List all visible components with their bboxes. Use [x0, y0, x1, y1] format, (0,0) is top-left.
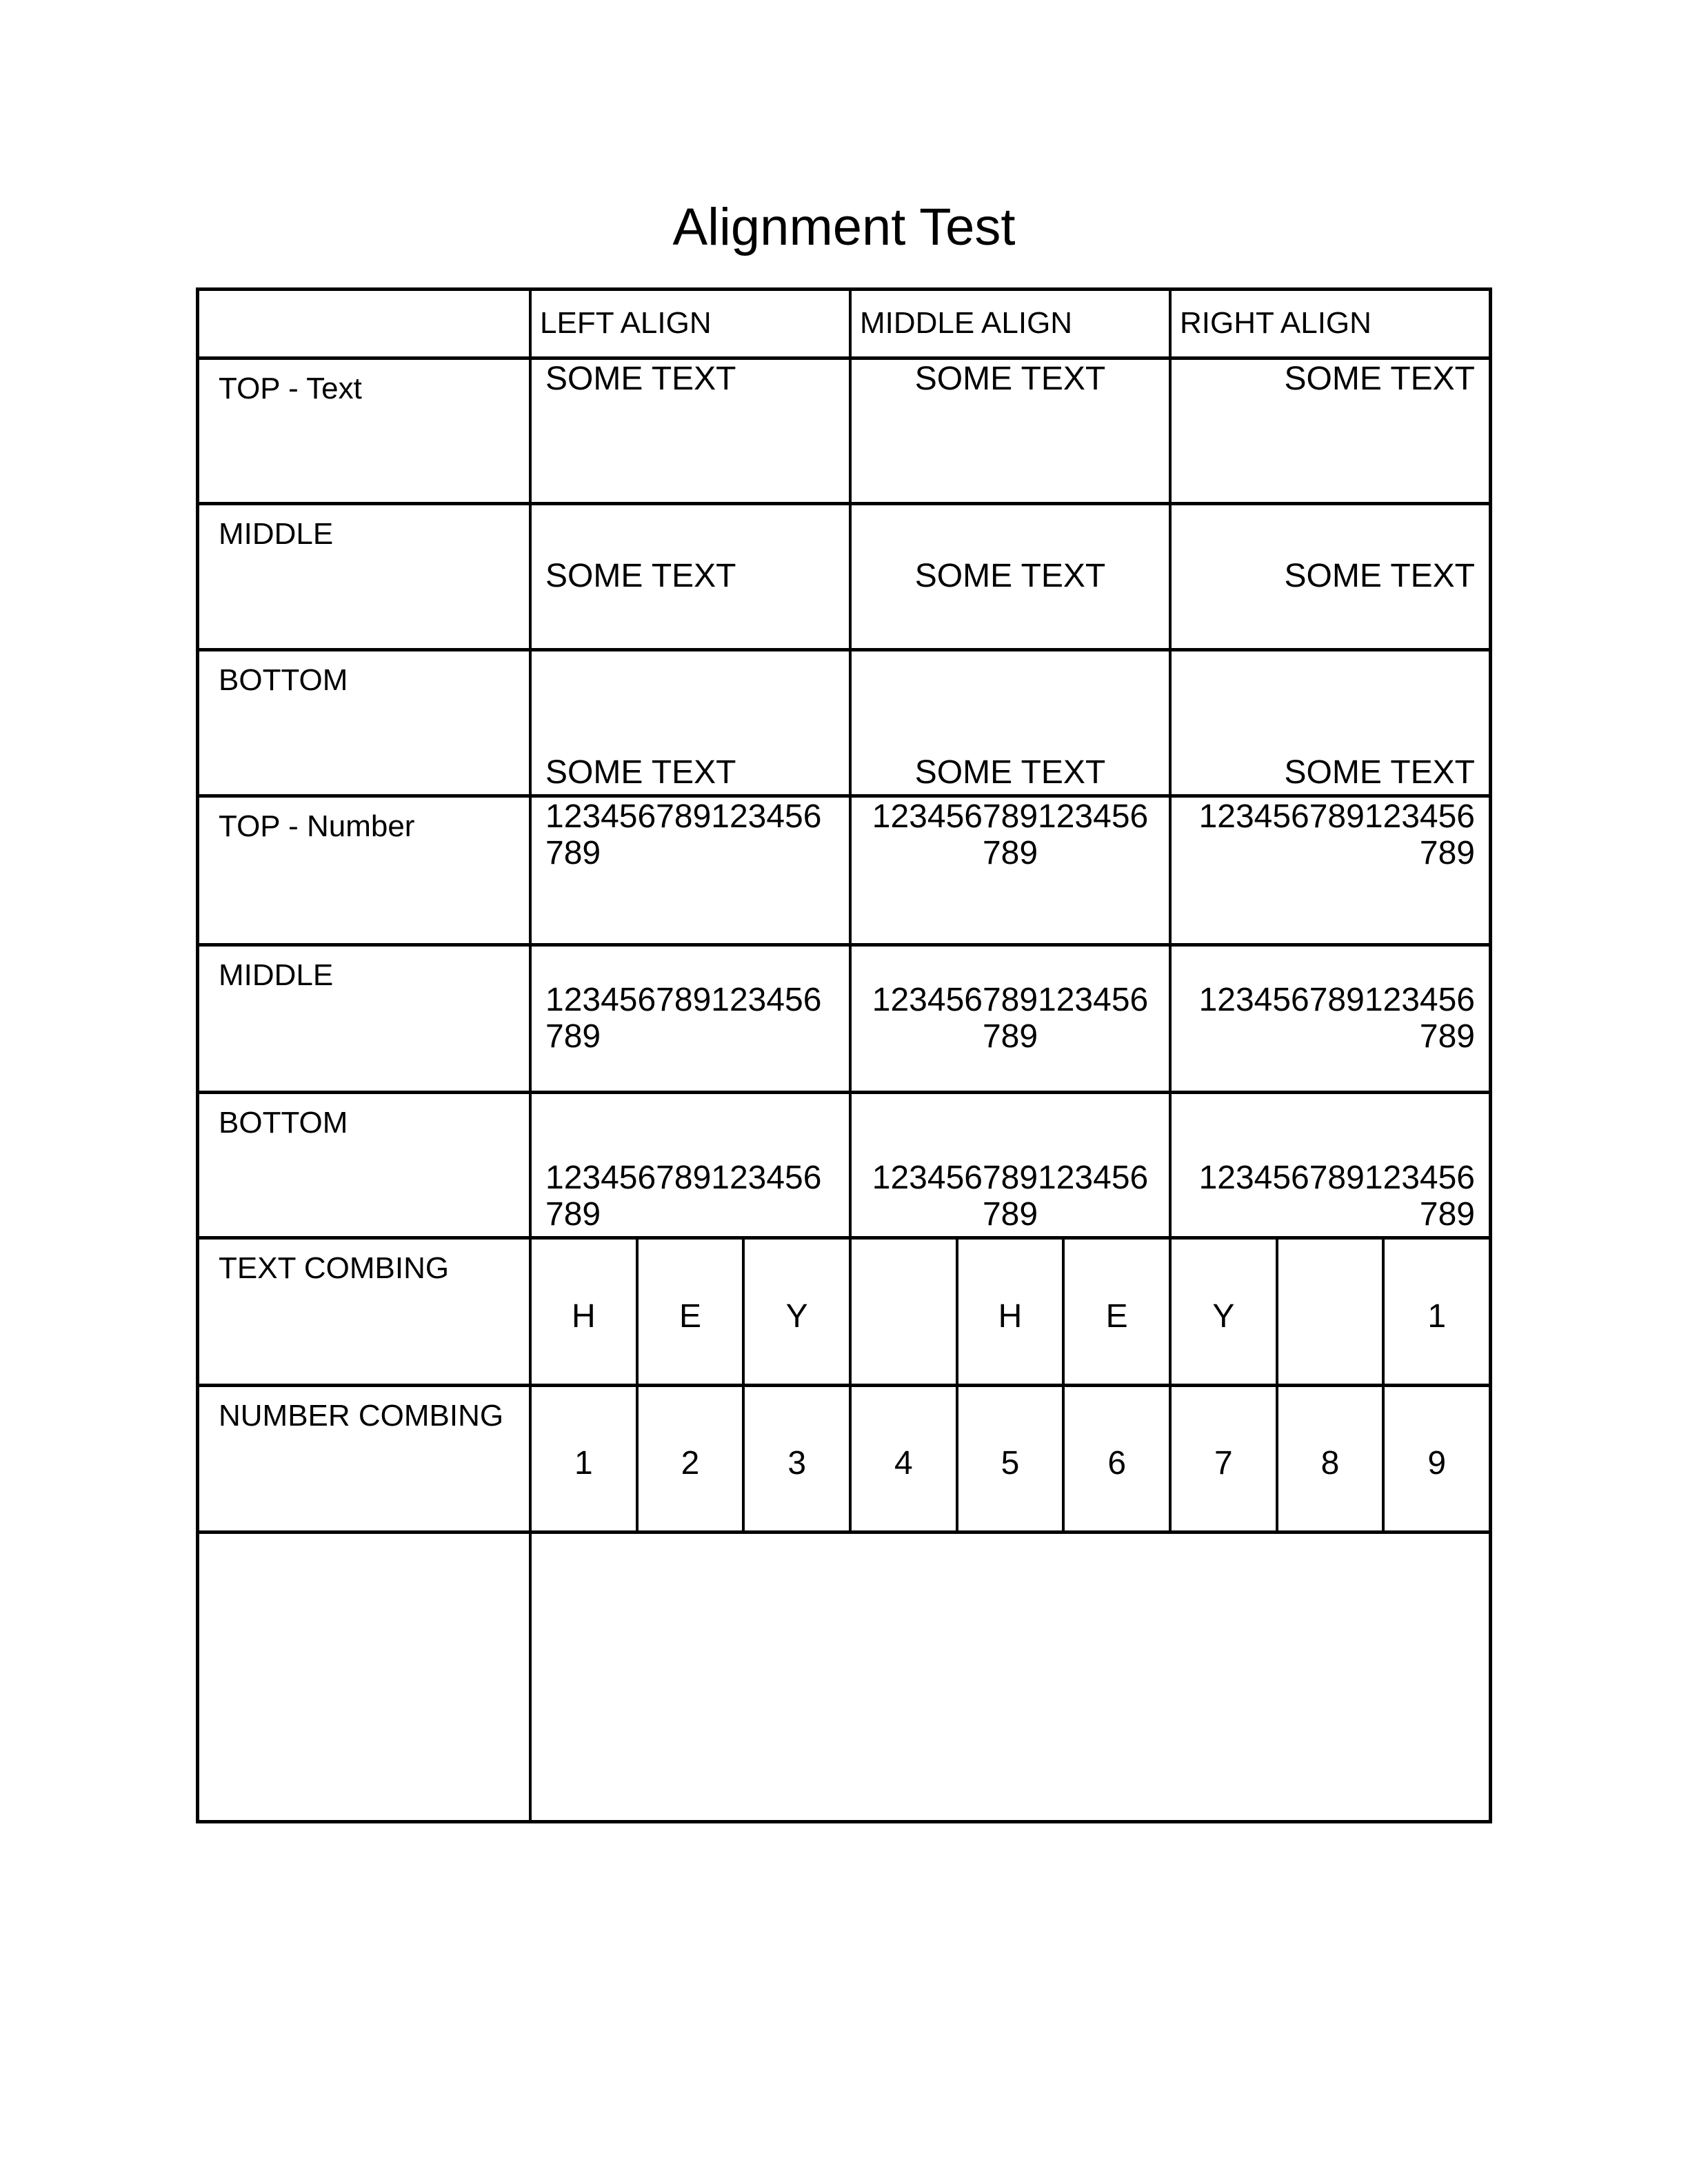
alignment-table [196, 287, 1492, 1823]
value-cell-middle-text-right [1169, 502, 1489, 648]
text-comb-cell-9: 1 [1382, 1236, 1489, 1384]
number-comb-cell-3: 3 [742, 1384, 849, 1530]
number-comb-cell-4: 4 [849, 1384, 956, 1530]
row-label-bottom-text: BOTTOM [199, 648, 529, 794]
value-cell-bottom-number-middle [849, 1091, 1169, 1236]
number-comb-cell-8: 8 [1276, 1384, 1383, 1530]
value-cell-bottom-text-left [529, 648, 849, 794]
value-cell-middle-text-middle [849, 502, 1169, 648]
text-comb-cell-2: E [636, 1236, 743, 1384]
value-text: SOME TEXT [914, 558, 1106, 595]
value-text: SOME TEXT [914, 754, 1106, 791]
text-comb-cell-8 [1276, 1236, 1383, 1384]
value-number: 123456789123456789 [872, 981, 1149, 1055]
number-comb-cell-7: 7 [1169, 1384, 1276, 1530]
text-comb-cell-7: Y [1169, 1236, 1276, 1384]
value-text: SOME TEXT [545, 754, 736, 791]
text-comb-cell-4 [849, 1236, 956, 1384]
value-text: SOME TEXT [1284, 361, 1475, 397]
value-text: SOME TEXT [545, 361, 736, 397]
header-corner-cell [199, 291, 529, 356]
value-text: SOME TEXT [1284, 754, 1475, 791]
value-number: 123456789123456789 [872, 798, 1149, 871]
number-comb-cell-2: 2 [636, 1384, 743, 1530]
text-comb-cell-6: E [1062, 1236, 1169, 1384]
value-text: SOME TEXT [1284, 558, 1475, 595]
value-cell-middle-number-left [529, 943, 849, 1091]
value-cell-top-text-middle [849, 356, 1169, 502]
value-cell-top-text-right [1169, 356, 1489, 502]
text-comb-cell-5: H [956, 1236, 1063, 1384]
value-cell-middle-number-right [1169, 943, 1489, 1091]
value-cell-top-text-left [529, 356, 849, 502]
value-text: SOME TEXT [914, 361, 1106, 397]
header-cell-left-align: LEFT ALIGN [529, 291, 849, 356]
row-label-text-combing: TEXT COMBING [199, 1236, 529, 1384]
text-comb-cell-1: H [529, 1236, 636, 1384]
value-cell-bottom-number-right [1169, 1091, 1489, 1236]
value-cell-middle-number-middle [849, 943, 1169, 1091]
value-cell-bottom-text-right [1169, 648, 1489, 794]
value-number: 123456789123456789 [545, 798, 822, 871]
row-label-middle-text: MIDDLE [199, 502, 529, 648]
number-comb-cell-6: 6 [1062, 1384, 1169, 1530]
empty-row-content-cell [529, 1530, 1489, 1820]
value-cell-top-number-middle [849, 794, 1169, 943]
value-number: 123456789123456789 [1198, 798, 1475, 871]
number-comb-cell-9: 9 [1382, 1384, 1489, 1530]
empty-row-label-cell [199, 1530, 529, 1820]
value-cell-top-number-right [1169, 794, 1489, 943]
value-cell-top-number-left [529, 794, 849, 943]
row-label-top-number: TOP - Number [199, 794, 529, 943]
number-comb-cell-5: 5 [956, 1384, 1063, 1530]
value-cell-bottom-number-left [529, 1091, 849, 1236]
value-number: 123456789123456789 [1198, 1160, 1475, 1233]
row-label-middle-number: MIDDLE [199, 943, 529, 1091]
row-label-number-combing: NUMBER COMBING [199, 1384, 529, 1530]
row-label-top-text: TOP - Text [199, 356, 529, 502]
value-number: 123456789123456789 [1198, 981, 1475, 1055]
value-cell-middle-text-left [529, 502, 849, 648]
number-comb-cell-1: 1 [529, 1384, 636, 1530]
text-comb-cell-3: Y [742, 1236, 849, 1384]
header-cell-middle-align: MIDDLE ALIGN [849, 291, 1169, 356]
value-text: SOME TEXT [545, 558, 736, 595]
row-label-bottom-number: BOTTOM [199, 1091, 529, 1236]
value-number: 123456789123456789 [545, 1160, 822, 1233]
header-cell-right-align: RIGHT ALIGN [1169, 291, 1489, 356]
value-number: 123456789123456789 [872, 1160, 1149, 1233]
value-number: 123456789123456789 [545, 981, 822, 1055]
value-cell-bottom-text-middle [849, 648, 1169, 794]
page-title: Alignment Test [672, 198, 1016, 256]
